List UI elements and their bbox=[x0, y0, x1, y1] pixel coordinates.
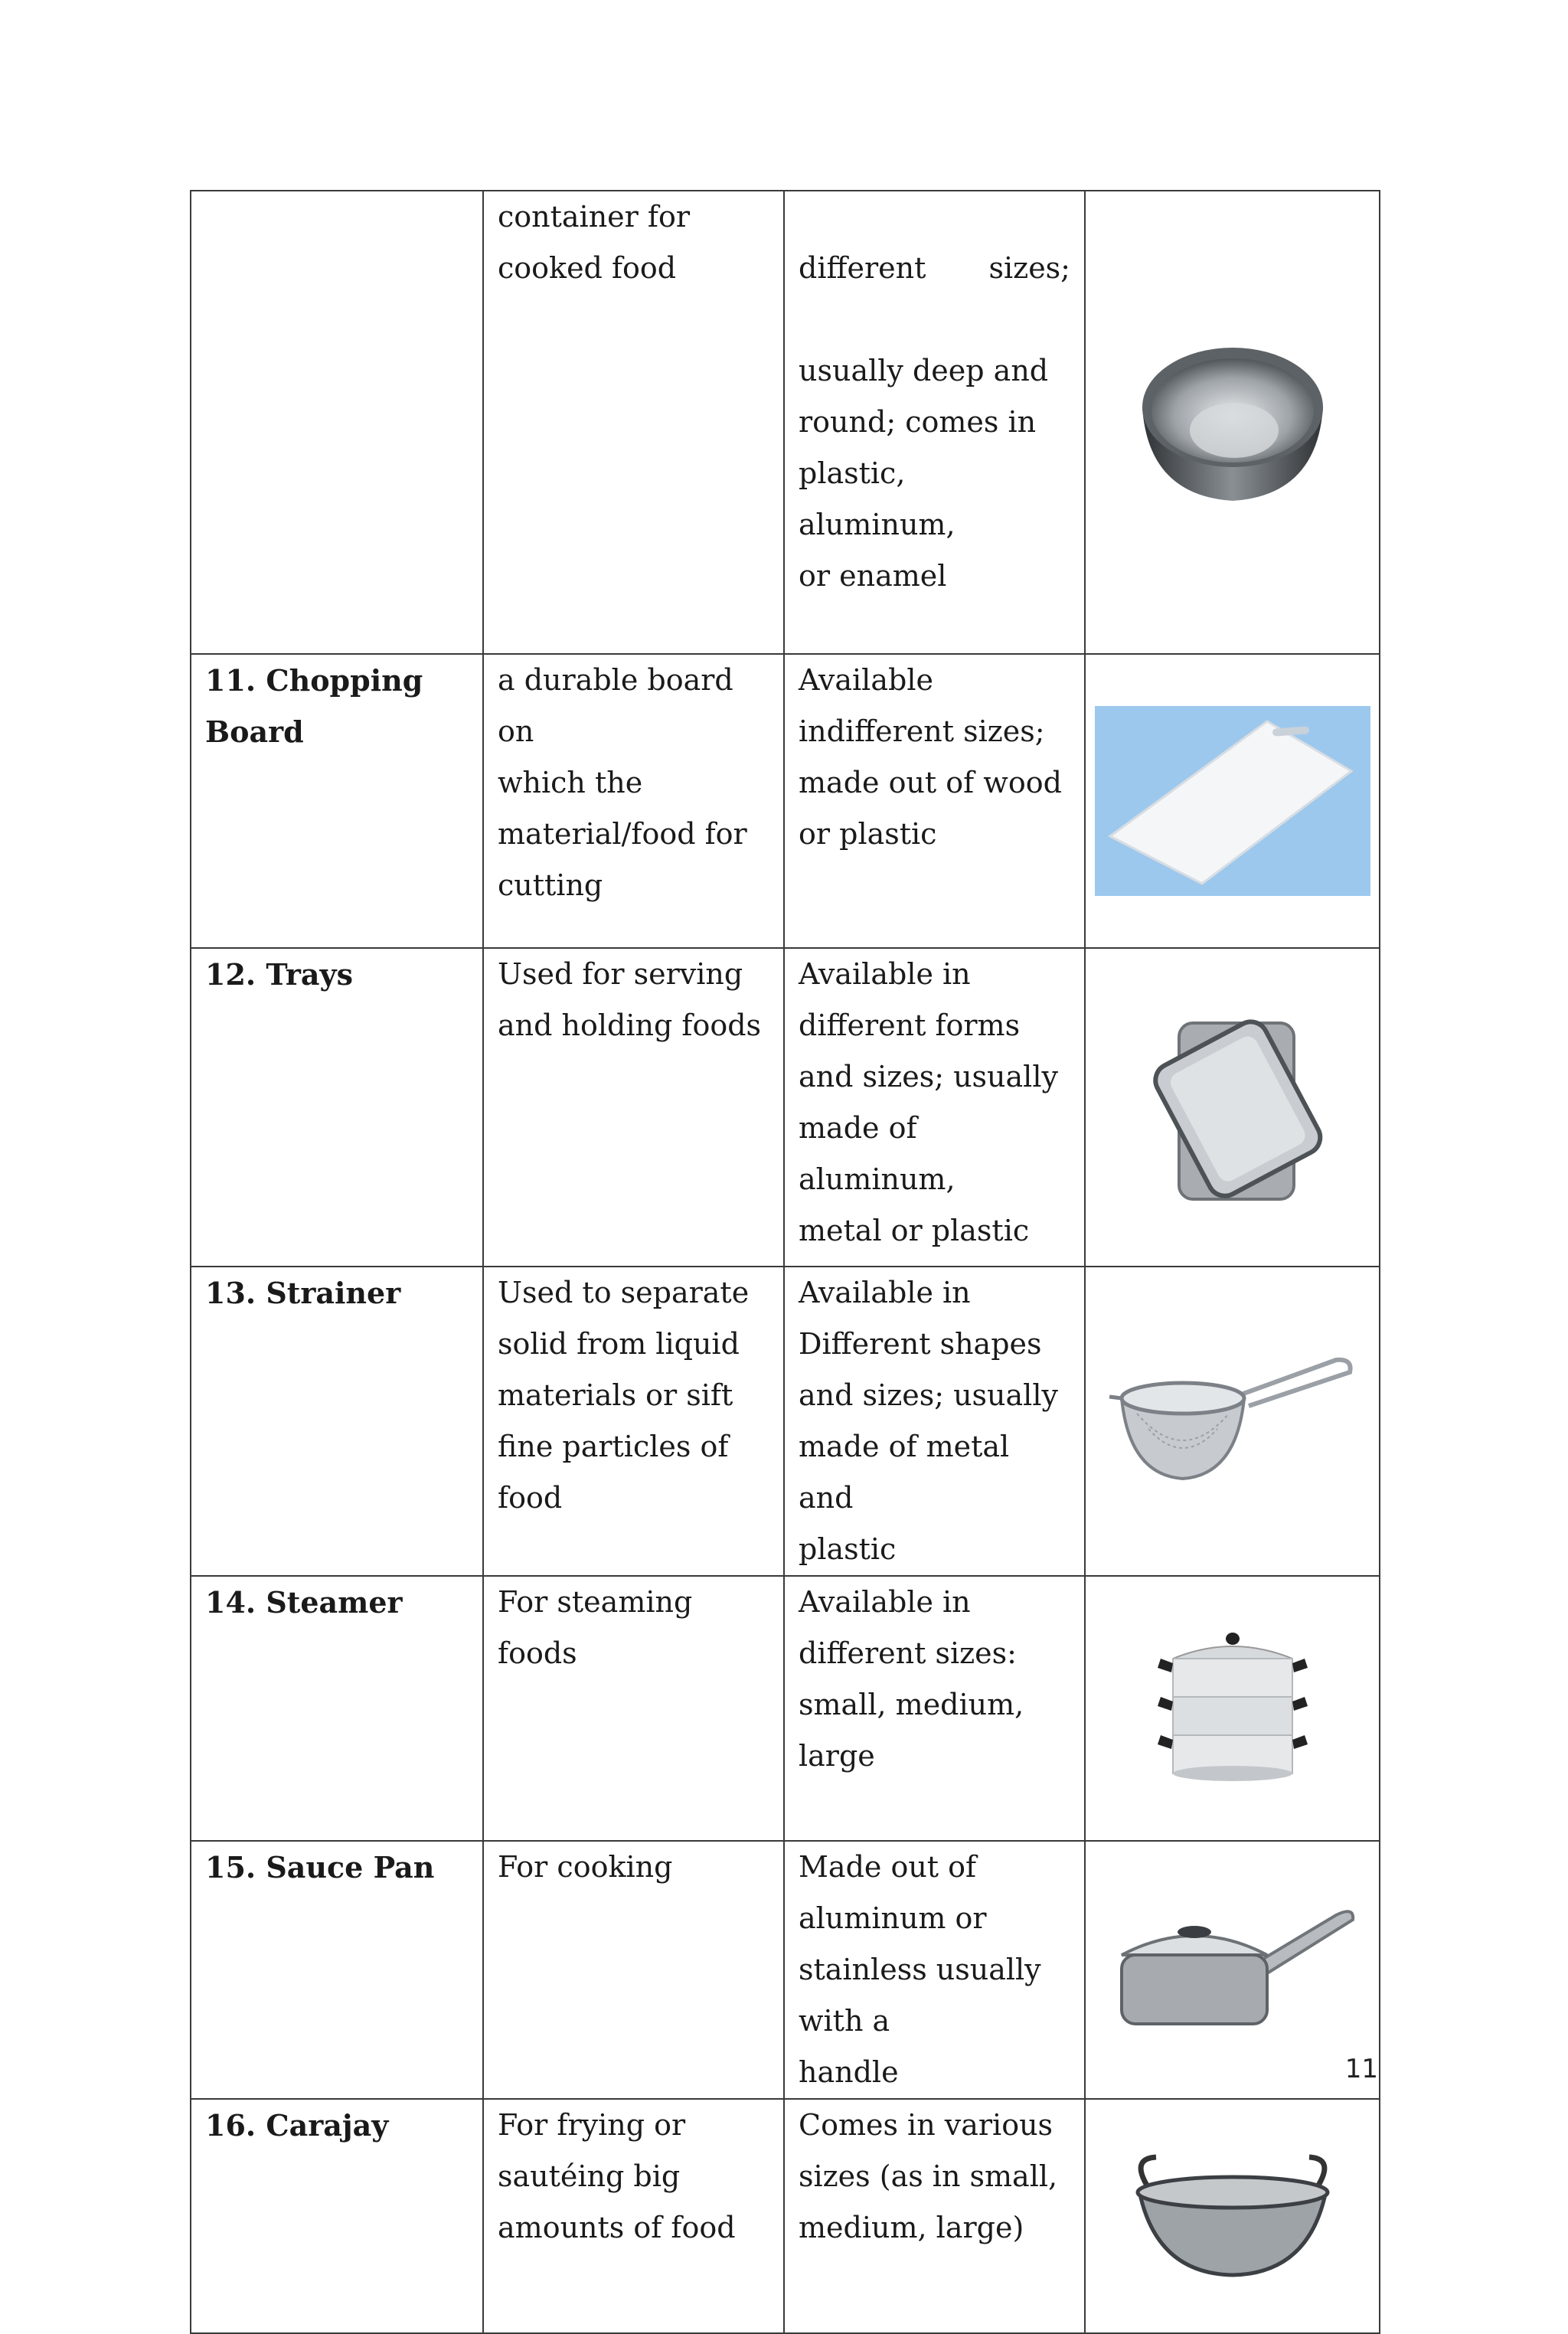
table-row bbox=[191, 654, 1380, 948]
tool-description-cell: Available in different sizes: small, medium, large bbox=[784, 1576, 1085, 1841]
sauce-pan-icon bbox=[1106, 1901, 1359, 2039]
table-row bbox=[191, 1576, 1380, 1841]
tool-name-cell: 12. Trays bbox=[191, 948, 483, 1267]
page-number: 11 bbox=[1344, 2054, 1378, 2084]
tool-image-cell bbox=[1085, 191, 1380, 654]
strainer-icon bbox=[1106, 1352, 1359, 1490]
tool-image-cell bbox=[1085, 654, 1380, 948]
tool-name-cell: 15. Sauce Pan bbox=[191, 1841, 483, 2099]
tool-name-cell: 14. Steamer bbox=[191, 1576, 483, 1841]
carajay-icon bbox=[1118, 2151, 1348, 2281]
description-rest: usually deep and round; comes in plastic, aluminum, or enamel bbox=[799, 354, 1049, 593]
tool-description-cell: Made out of aluminum or stainless usually with a handle bbox=[784, 1841, 1085, 2099]
table-row bbox=[191, 1841, 1380, 2099]
tool-use-cell: Used to separate solid from liquid materials or sift fine particles of food bbox=[483, 1267, 784, 1576]
tool-description-cell: Comes in various sizes (as in small, medium, large) bbox=[784, 2099, 1085, 2333]
tool-description-cell: Available in different forms and sizes; usually made of aluminum, metal or plastic bbox=[784, 948, 1085, 1267]
tool-image-cell bbox=[1085, 2099, 1380, 2333]
tool-name-cell: 11. Chopping Board bbox=[191, 654, 483, 948]
tool-name-cell: 16. Carajay bbox=[191, 2099, 483, 2333]
tool-use-cell: For frying or sautéing big amounts of food bbox=[483, 2099, 784, 2333]
tool-name-cell: 13. Strainer bbox=[191, 1267, 483, 1576]
mixing-bowl-icon bbox=[1133, 331, 1332, 515]
tool-image-cell bbox=[1085, 948, 1380, 1267]
table-row bbox=[191, 2099, 1380, 2333]
tool-use-cell: Used for serving and holding foods bbox=[483, 948, 784, 1267]
tool-image-cell bbox=[1085, 1267, 1380, 1576]
steamer-icon bbox=[1141, 1628, 1325, 1789]
tool-use-cell: container for cooked food bbox=[483, 191, 784, 654]
description-first-line: different sizes; bbox=[799, 251, 1070, 285]
chopping-board-icon bbox=[1095, 706, 1370, 896]
tool-image-cell bbox=[1085, 1576, 1380, 1841]
table-row bbox=[191, 191, 1380, 654]
tool-use-cell: For steaming foods bbox=[483, 1576, 784, 1841]
tool-image-cell bbox=[1085, 1841, 1380, 2099]
tool-description-cell bbox=[784, 191, 1085, 654]
tool-description-cell: Available indifferent sizes; made out of wood or plastic bbox=[784, 654, 1085, 948]
kitchen-tools-table bbox=[190, 190, 1380, 2334]
tool-use-cell: For cooking bbox=[483, 1841, 784, 2099]
tool-description-cell: Available in Different shapes and sizes; usually made of metal and plastic bbox=[784, 1267, 1085, 1576]
table-row bbox=[191, 948, 1380, 1267]
trays-icon bbox=[1133, 1000, 1332, 1214]
table-row bbox=[191, 1267, 1380, 1576]
tool-name-cell bbox=[191, 191, 483, 654]
tool-use-cell: a durable board on which the material/food for cutting bbox=[483, 654, 784, 948]
